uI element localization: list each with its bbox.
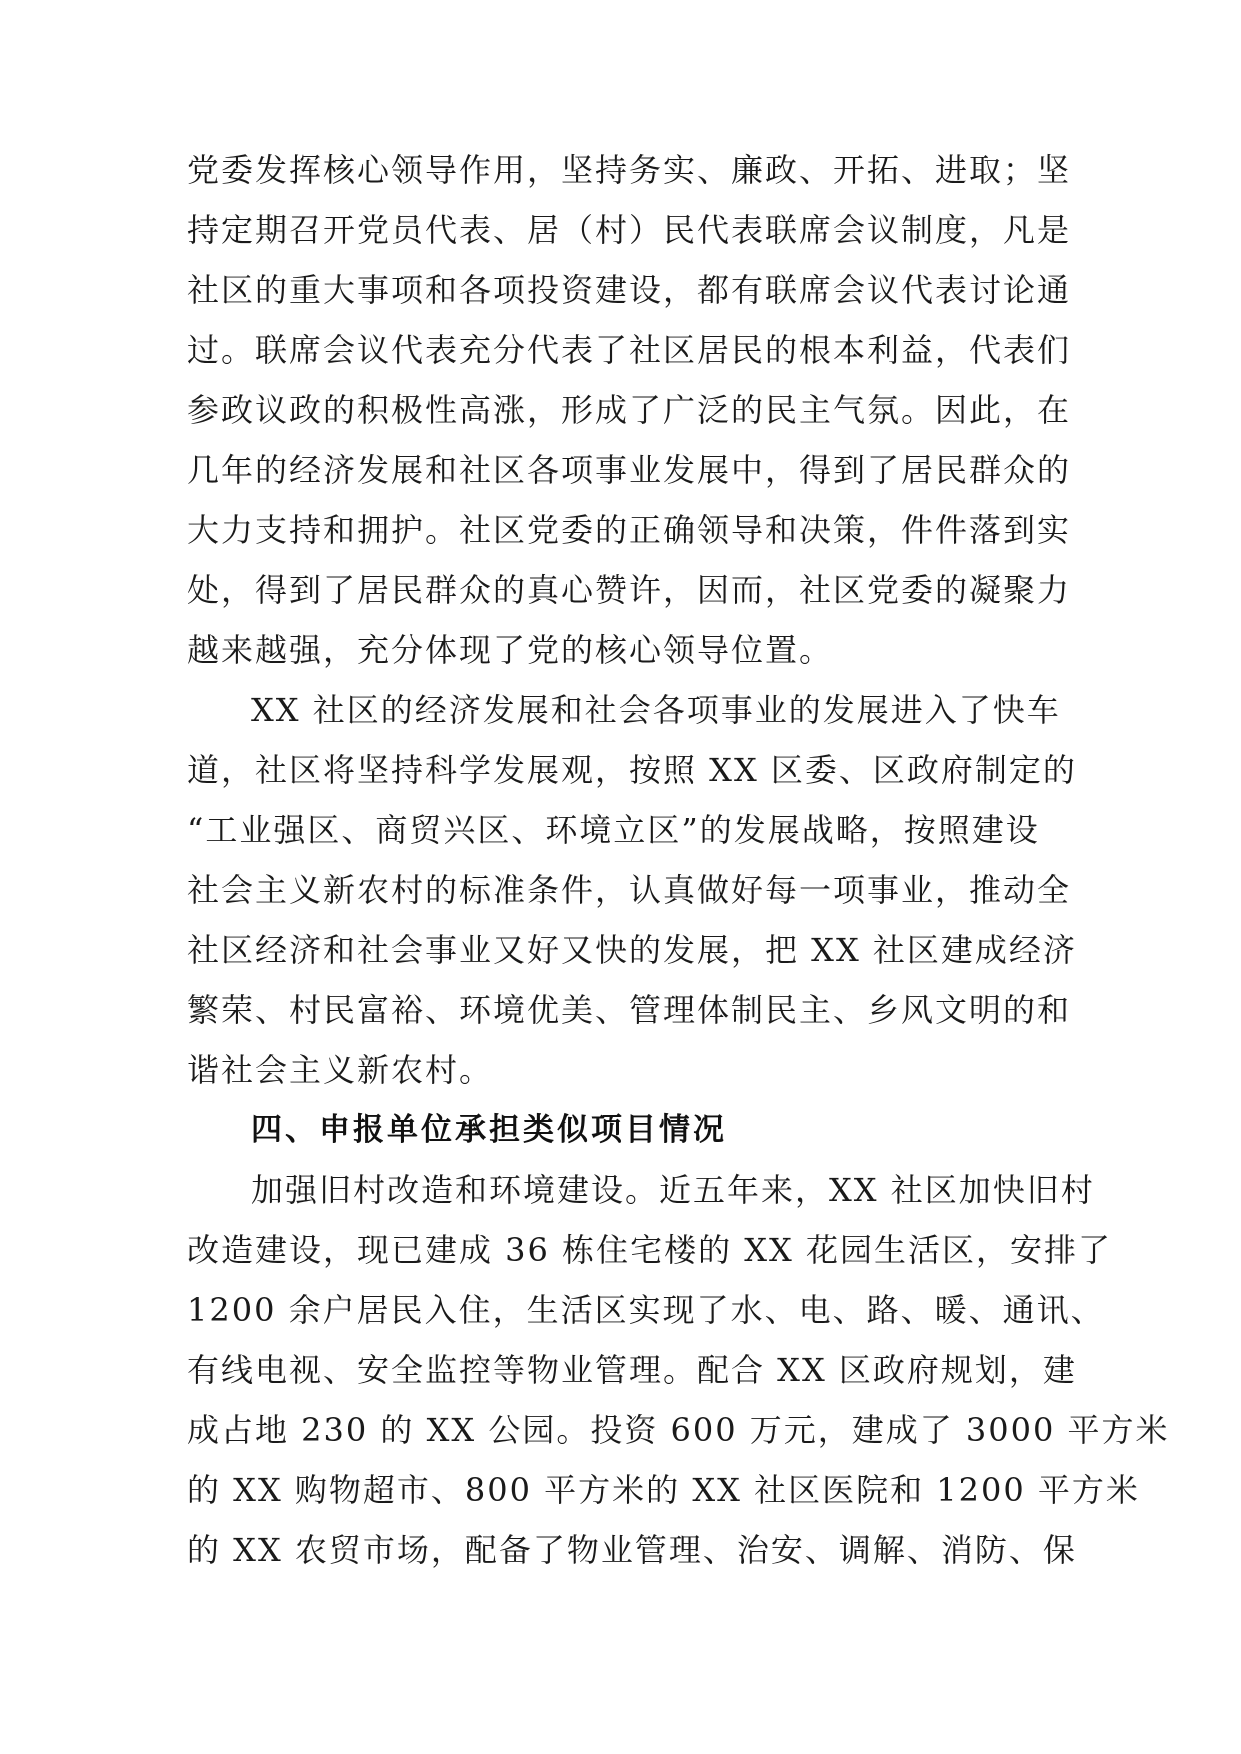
paragraph-2-line-4: 社会主义新农村的标准条件，认真做好每一项事业，推动全: [187, 871, 1072, 909]
paragraph-1-line-7: 大力支持和拥护。社区党委的正确领导和决策，件件落到实: [187, 511, 1072, 549]
paragraph-3-line-1: 加强旧村改造和环境建设。近五年来，XX 社区加快旧村: [251, 1171, 1095, 1209]
paragraph-2-line-6: 繁荣、村民富裕、环境优美、管理体制民主、乡风文明的和: [187, 991, 1072, 1029]
paragraph-1-line-5: 参政议政的积极性高涨，形成了广泛的民主气氛。因此，在: [187, 391, 1072, 429]
paragraph-3-line-4: 有线电视、安全监控等物业管理。配合 XX 区政府规划，建: [187, 1351, 1077, 1389]
paragraph-1-line-4: 过。联席会议代表充分代表了社区居民的根本利益，代表们: [187, 331, 1072, 369]
paragraph-2-line-5: 社区经济和社会事业又好又快的发展，把 XX 社区建成经济: [187, 931, 1077, 969]
document-body: [187, 140, 1170, 1580]
paragraph-3-line-6: 的 XX 购物超市、800 平方米的 XX 社区医院和 1200 平方米: [187, 1471, 1140, 1509]
paragraph-3-line-3: 1200 余户居民入住，生活区实现了水、电、路、暖、通讯、: [187, 1291, 1105, 1329]
section-heading: 四、申报单位承担类似项目情况: [251, 1112, 727, 1148]
paragraph-3-line-2: 改造建设，现已建成 36 栋住宅楼的 XX 花园生活区，安排了: [187, 1231, 1112, 1269]
paragraph-1-line-8: 处，得到了居民群众的真心赞许，因而，社区党委的凝聚力: [187, 571, 1072, 609]
paragraph-1-line-9: 越来越强，充分体现了党的核心领导位置。: [187, 631, 834, 669]
paragraph-1-line-2: 持定期召开党员代表、居（村）民代表联席会议制度，凡是: [187, 211, 1072, 249]
paragraph-2-line-1: XX 社区的经济发展和社会各项事业的发展进入了快车: [251, 691, 1061, 729]
paragraph-2-line-3: “工业强区、商贸兴区、环境立区”的发展战略，按照建设: [187, 811, 1040, 849]
paragraph-1-line-3: 社区的重大事项和各项投资建设，都有联席会议代表讨论通: [187, 271, 1072, 309]
paragraph-1-line-6: 几年的经济发展和社区各项事业发展中，得到了居民群众的: [187, 451, 1072, 489]
paragraph-1-line-1: 党委发挥核心领导作用，坚持务实、廉政、开拓、进取；坚: [187, 151, 1072, 189]
paragraph-2-line-7: 谐社会主义新农村。: [187, 1051, 494, 1089]
paragraph-2-line-2: 道，社区将坚持科学发展观，按照 XX 区委、区政府制定的: [187, 751, 1077, 789]
paragraph-3-line-5: 成占地 230 的 XX 公园。投资 600 万元，建成了 3000 平方米: [187, 1411, 1170, 1449]
paragraph-3-line-7: 的 XX 农贸市场，配备了物业管理、治安、调解、消防、保: [187, 1531, 1077, 1569]
